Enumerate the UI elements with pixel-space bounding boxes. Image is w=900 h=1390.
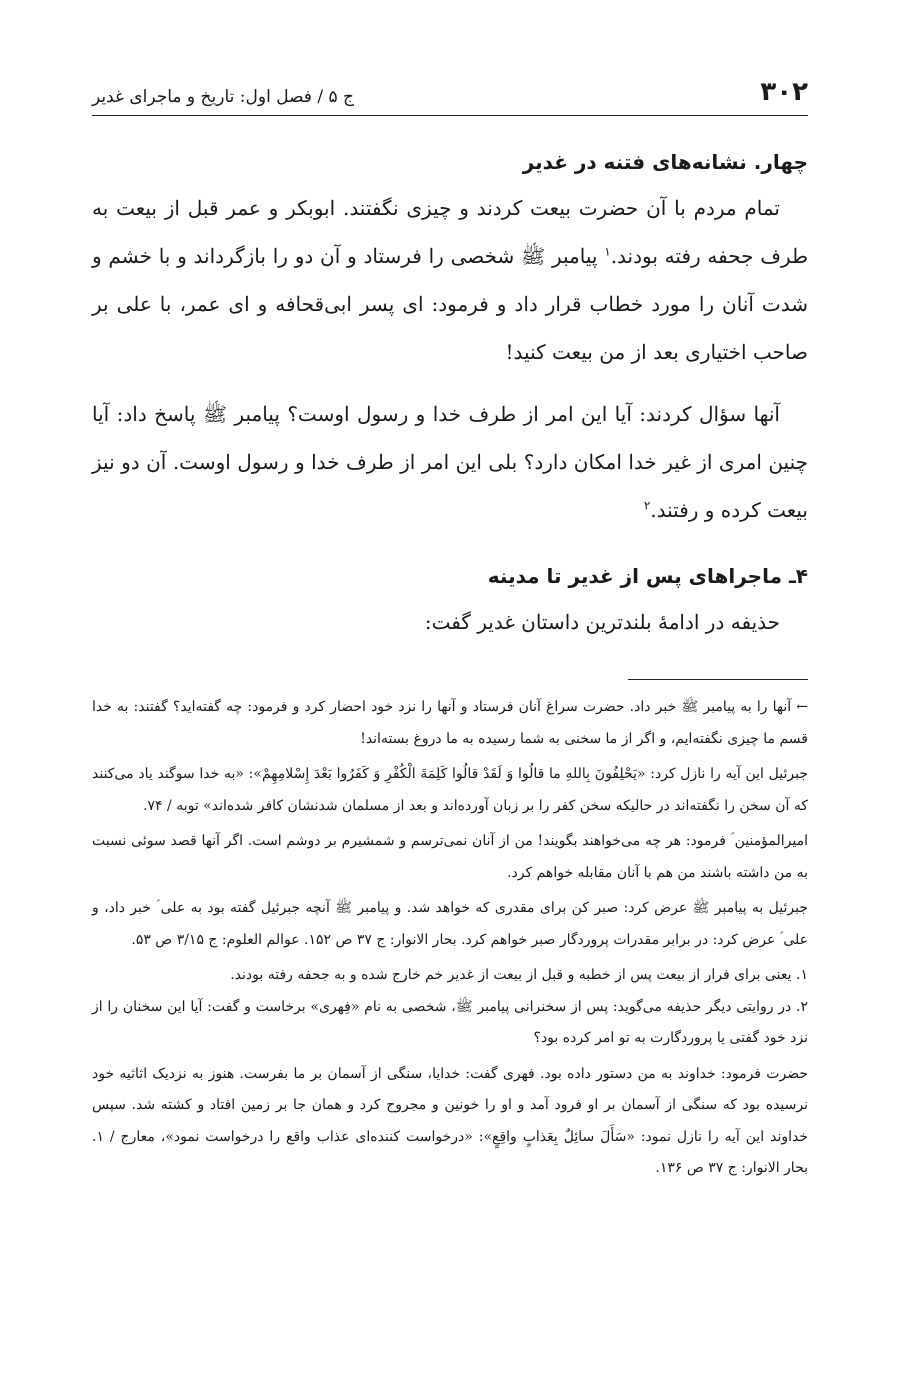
footnote-continuation: ← آنها را به پیامبر ﷺ خبر داد. حضرت سراغ آنان فرستاد و آنها را نزد خود احضار کرد و فرمود: چه گفته‌اید؟ گفتند: به خدا قسم ما چیزی نگفته‌ایم، و اگر از ما سخنی به شما رسیده به ما دروغ بسته‌اند! [92, 699, 808, 747]
page-header [92, 66, 808, 116]
footnote-paragraph: حضرت فرمود: خداوند به من دستور داده بود. فهری گفت: خدایا، سنگی از آسمان بر ما بفرست. هنوز به نزدیک اثاثیه خود نرسیده بود که سنگی از آسمان بر او فرود آمد و او را خونین و مجروح کرد و همان جا بر زمین افتاد و کشته شد. سپس خداوند این آیه را نازل نمود: «سَأَلَ سائِلٌ بِعَذابٍ واقِعٍ»: «درخواست کننده‌ای عذاب واقع را درخواست نمود»، معارج / ۱. بحار الانوار: ج ۳۷ ص ۱۳۶. [92, 1065, 808, 1176]
running-title: ج ۵ / فصل اول: تاریخ و ماجرای غدیر [92, 87, 355, 107]
footnotes [92, 692, 808, 1185]
footnote-marker[interactable]: ۲ [643, 498, 651, 513]
section-heading: چهار. نشانه‌های فتنه در غدیر [522, 150, 808, 174]
footnote-paragraph: جبرئیل به پیامبر ﷺ عرض کرد: صبر کن برای مقدری که خواهد شد. و پیامبر ﷺ آنچه جبرئیل گفته بود به علی ؑ خبر داد، و علی ؑ عرض کرد: در برابر مقدرات پروردگار صبر خواهم کرد. بحار الانوار: ج ۳۷ ص ۱۵۲. عوالم العلوم: ج ۳/۱۵ ص ۵۳. [92, 900, 808, 948]
footnote-paragraph: جبرئیل این آیه را نازل کرد: «یَحْلِفُونَ بِاللهِ ما قالُوا وَ لَقَدْ قالُوا کَلِمَةَ الْکُفْرِ وَ کَفَرُوا بَعْدَ إِسْلامِهِمْ»: «به خدا سوگند یاد می‌کنند که آن سخن را نگفته‌اند در حالیکه سخن کفر را بر زبان آورده‌اند و بعد از مسلمان شدنشان کافر شده‌اند» توبه / ۷۴. [92, 766, 808, 814]
paragraph-text: حذیفه در ادامهٔ بلندترین داستان غدیر گفت: [424, 610, 780, 634]
footnote-2: ۲. در روایتی دیگر حذیفه می‌گوید: پس از سخنرانی پیامبر ﷺ، شخصی به نام «فِهری» برخاست و گفت: آیا این سخنان را از نزد خود گفتی یا پروردگارت به تو امر کرده بود؟ [92, 998, 808, 1046]
body-paragraph [92, 598, 808, 646]
body-paragraph [92, 390, 808, 534]
paragraph-text-continued: پیامبر ﷺ شخصی را فرستاد و آن دو را بازگرداند و با خشم و شدت آنان را مورد خطاب قرار داد و فرمود: ای پسر ابی‌قحافه و ای عمر، با علی بر صاحب اختیاری بعد از من بیعت کنید! [92, 244, 808, 364]
footnote-paragraph: امیرالمؤمنین ؑ فرمود: هر چه می‌خواهند بگویند! من از آنان نمی‌ترسم و شمشیرم بر دوشم است. اگر آنها قصد سوئی نسبت به من داشته باشند من هم با آنان مقابله خواهم کرد. [92, 833, 808, 881]
paragraph-text: تمام مردم با آن حضرت بیعت کردند و چیزی نگفتند. ابوبکر و عمر قبل از بیعت به طرف جحفه رفته بودند. [92, 196, 808, 268]
main-text [92, 140, 808, 646]
footnote-divider [628, 679, 808, 680]
page-number: ۳۰۲ [760, 77, 808, 107]
paragraph-text: آنها سؤال کردند: آیا این امر از طرف خدا و رسول اوست؟ پیامبر ﷺ پاسخ داد: آیا چنین امری از غیر خدا امکان دارد؟ بلی این امر از طرف خدا و رسول اوست. آن دو نیز بیعت کرده و رفتند. [92, 402, 808, 522]
footnote-marker[interactable]: ۱ [604, 244, 611, 259]
footnote-1: ۱. یعنی برای فرار از بیعت پس از خطبه و قبل از بیعت از غدیر خم خارج شده و به جحفه رفته بودند. [230, 967, 808, 983]
body-paragraph [92, 184, 808, 376]
section-heading: ۴ـ ماجراهای پس از غدیر تا مدینه [487, 564, 808, 588]
